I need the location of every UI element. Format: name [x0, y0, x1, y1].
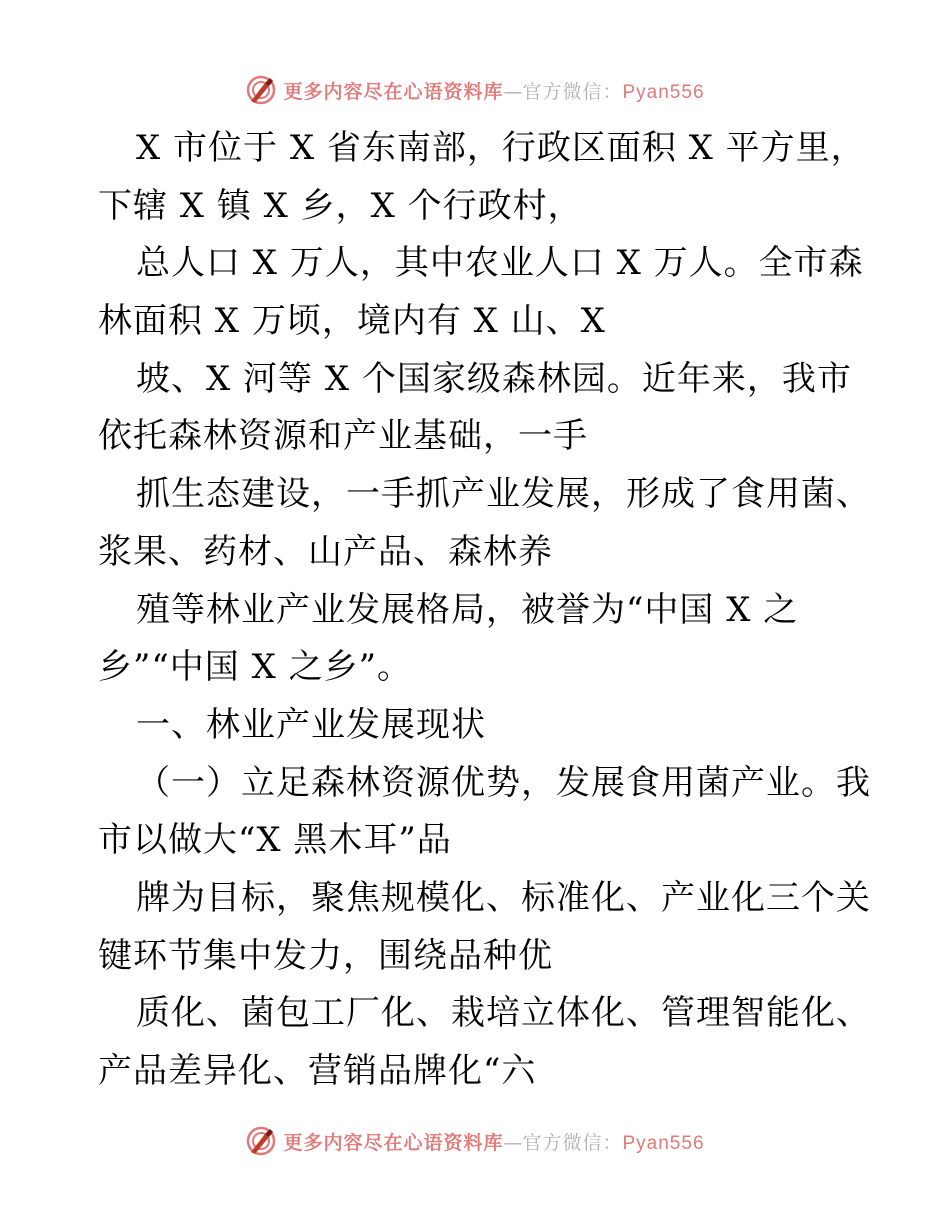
watermark-sub: 官方微信： — [522, 1131, 623, 1154]
text-line-13: 市以做大“X 黑木耳”品 — [98, 820, 452, 861]
watermark-id: Pyan556 — [622, 1132, 705, 1154]
text-line-2: 下辖 X 镇 X 乡，X 个行政村， — [98, 185, 583, 226]
section-heading: 一、林业产业发展现状 — [136, 704, 486, 745]
watermark-main: 更多内容尽在心语资料库 — [283, 1131, 504, 1154]
text-line-3: 总人口 X 万人，其中农业人口 X 万人。全市森 — [136, 243, 864, 284]
watermark-dash: — — [503, 80, 523, 103]
document-body — [98, 120, 871, 1101]
watermark-id: Pyan556 — [622, 81, 705, 103]
text-line-14: 牌为目标，聚焦规模化、标准化、产业化三个关 — [136, 877, 871, 918]
text-line-9: 殖等林业产业发展格局，被誉为“中国 X 之 — [136, 589, 799, 630]
text-line-12: （一）立足森林资源优势，发展食用菌产业。我 — [136, 762, 871, 803]
text-line-15: 键环节集中发力，围绕品种优 — [98, 935, 553, 976]
header-watermark — [0, 70, 950, 110]
watermark-sub: 官方微信： — [522, 80, 623, 103]
footer-watermark — [0, 1121, 950, 1161]
pen-logo-icon — [245, 74, 277, 106]
watermark-text — [283, 1128, 704, 1155]
text-line-7: 抓生态建设，一手抓产业发展，形成了食用菌、 — [136, 474, 871, 515]
text-line-16: 质化、菌包工厂化、栽培立体化、管理智能化、 — [136, 993, 871, 1034]
text-line-6: 依托森林资源和产业基础，一手 — [98, 416, 588, 457]
watermark-main: 更多内容尽在心语资料库 — [283, 80, 504, 103]
text-line-8: 浆果、药材、山产品、森林养 — [98, 531, 553, 572]
text-line-1: X 市位于 X 省东南部，行政区面积 X 平方里， — [136, 128, 866, 168]
text-line-10: 乡”“中国 X 之乡”。 — [98, 647, 412, 688]
text-line-17: 产品差异化、营销品牌化“六 — [98, 1051, 537, 1091]
pen-logo-icon — [245, 1125, 277, 1157]
text-line-5: 坡、X 河等 X 个国家级森林园。近年来，我市 — [136, 358, 852, 399]
watermark-dash: — — [503, 1131, 523, 1154]
text-line-4: 林面积 X 万顷，境内有 X 山、X — [98, 301, 606, 342]
watermark-text — [283, 77, 704, 104]
